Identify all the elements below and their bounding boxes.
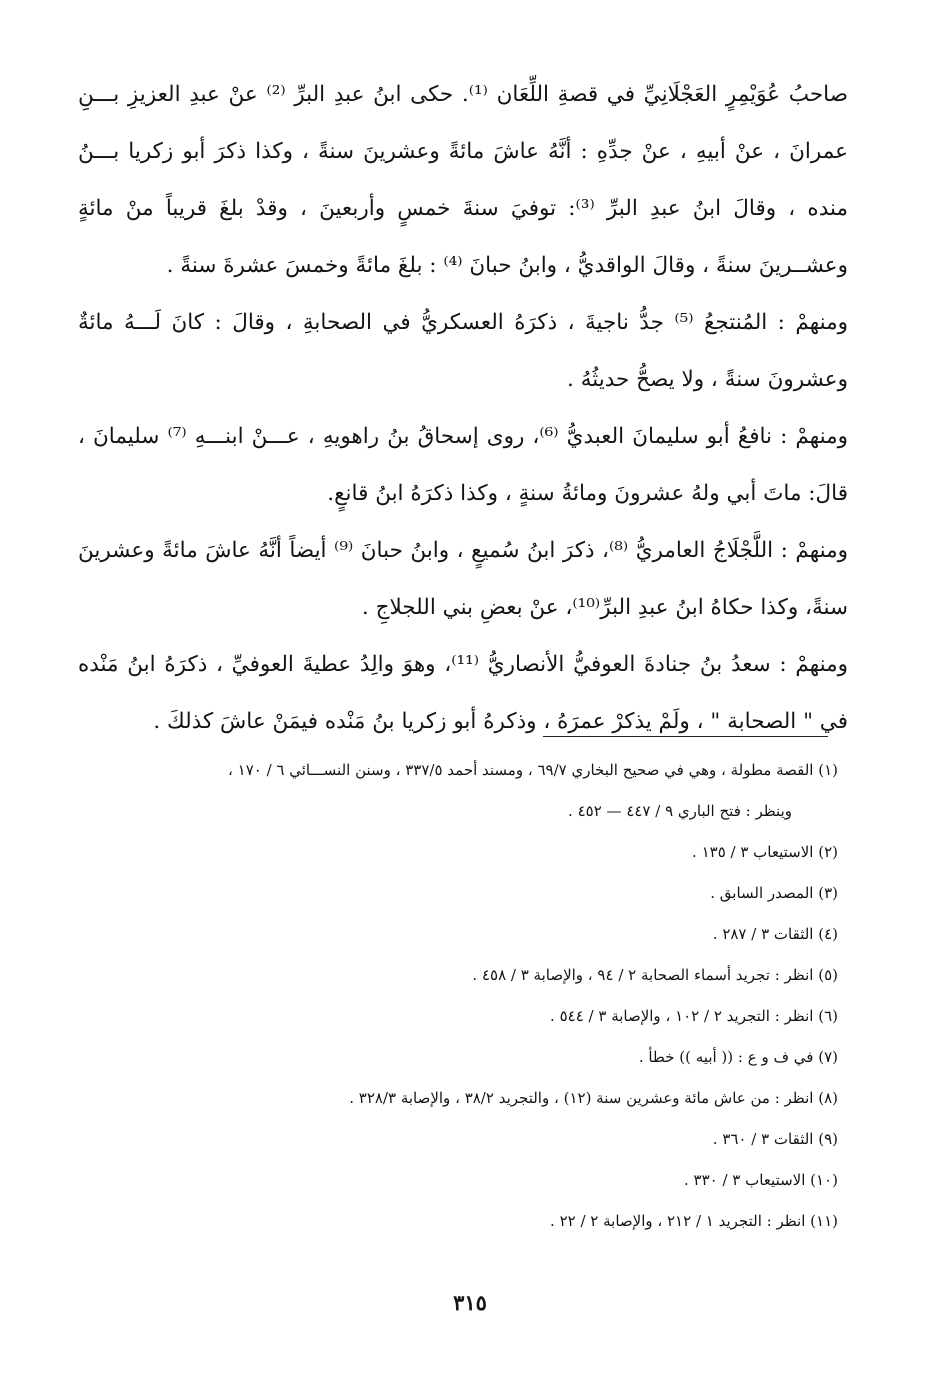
footnote-3: (٣) المصدر السابق . xyxy=(710,884,838,902)
footnote-9: (٩) الثقات ٣ / ٣٦٠ . xyxy=(712,1130,838,1148)
footnote-1-continuation: وينظر : فتح الباري ٩ / ٤٤٧ — ٤٥٢ . xyxy=(568,802,792,820)
footnote-8: (٨) انظر : من عاش مائة وعشرين سنة (١٢) ، والتجريد ٣٨/٢ ، والإصابة ٣٢٨/٣ . xyxy=(349,1089,838,1107)
footnote-2: (٢) الاستيعاب ٣ / ١٣٥ . xyxy=(692,843,838,861)
footnote-separator xyxy=(543,736,828,737)
footnote-11: (١١) انظر : التجريد ١ / ٢١٢ ، والإصابة ٢ / ٢٢ . xyxy=(550,1212,838,1230)
footnote-5: (٥) انظر : تجريد أسماء الصحابة ٢ / ٩٤ ، والإصابة ٣ / ٤٥٨ . xyxy=(472,966,838,984)
footnote-7: (٧) في ف و ع : (( أبيه )) خطأ . xyxy=(638,1048,838,1066)
footnote-10: (١٠) الاستيعاب ٣ / ٣٣٠ . xyxy=(683,1171,838,1189)
paragraph: صاحبُ عُوَيْمِرٍ العَجْلَانِيِّ في قصةِ اللِّعَان ⁽¹⁾. حكى ابنُ عبدِ البرِّ ⁽²⁾ عنْ عبدِ العزيزِ بـــنِ عمرانَ ، عنْ أبيهِ ، عنْ جدِّهِ : أنَّهُ عاشَ مائةً وعشرينَ سنةً ، وكذا ذكرَ أبو زكريا بـــنُ منده ، وقالَ ابنُ عبدِ البرِّ ⁽³⁾: توفيَ سنةَ خمسٍ وأربعينَ ، وقدْ بلغَ قريباً منْ مائةٍ وعشــرينَ سنةً ، وقالَ الواقديُّ ، وابنُ حبانَ ⁽⁴⁾ : بلغَ مائةً وخمسَ عشرةَ سنةً . xyxy=(78,82,848,278)
paragraph: ومنهمْ : المُنتجعُ ⁽⁵⁾ جدُّ ناجيةَ ، ذكرَهُ العسكريُّ في الصحابةِ ، وقالَ : كانَ لَـــهُ مائةٌ وعشرونَ سنةً ، ولا يصحُّ حديثُهُ . xyxy=(78,310,848,392)
paragraph: ومنهمْ : اللَّجْلَاجُ العامريُّ ⁽⁸⁾، ذكرَ ابنُ سُميعٍ ، وابنُ حبانَ ⁽⁹⁾ أيضاً أنَّهُ عاشَ مائةً وعشرينَ سنةً، وكذا حكاهُ ابنُ عبدِ البرِّ⁽¹⁰⁾، عنْ بعضِ بني اللجلاجِ . xyxy=(78,538,848,620)
main-text xyxy=(78,66,848,750)
footnote-1: (١) القصة مطولة ، وهي في صحيح البخاري ٦٩/٧ ، ومسند أحمد ٣٣٧/٥ ، وسنن النســـائي ٦ / ١٧٠ ، xyxy=(228,761,838,779)
footnote-6: (٦) انظر : التجريد ٢ / ١٠٢ ، والإصابة ٣ / ٥٤٤ . xyxy=(550,1007,838,1025)
paragraph: ومنهمْ : سعدُ بنُ جنادةَ العوفيُّ الأنصاريُّ ⁽¹¹⁾، وهوَ والِدُ عطيةَ العوفيِّ ، ذكرَهُ ابنُ مَنْده في " الصحابة " ، ولَمْ يذكرْ عمرَهُ ، وذكرهُ أبو زكريا بنُ مَنْده فيمَنْ عاشَ كذلكَ . xyxy=(78,652,848,734)
paragraph: ومنهمْ : نافعُ أبو سليمانَ العبديُّ ⁽⁶⁾، روى إسحاقُ بنُ راهويهِ ، عـــنْ ابنـــهِ ⁽⁷⁾ سليمانَ ، قالَ: ماتَ أبي ولهُ عشرونَ ومائةُ سنةٍ ، وكذا ذكرَهُ ابنُ قانعٍ. xyxy=(78,424,849,506)
page-number: ٣١٥ xyxy=(453,1290,487,1315)
footnote-4: (٤) الثقات ٣ / ٢٨٧ . xyxy=(712,925,838,943)
footnotes xyxy=(78,750,838,1242)
